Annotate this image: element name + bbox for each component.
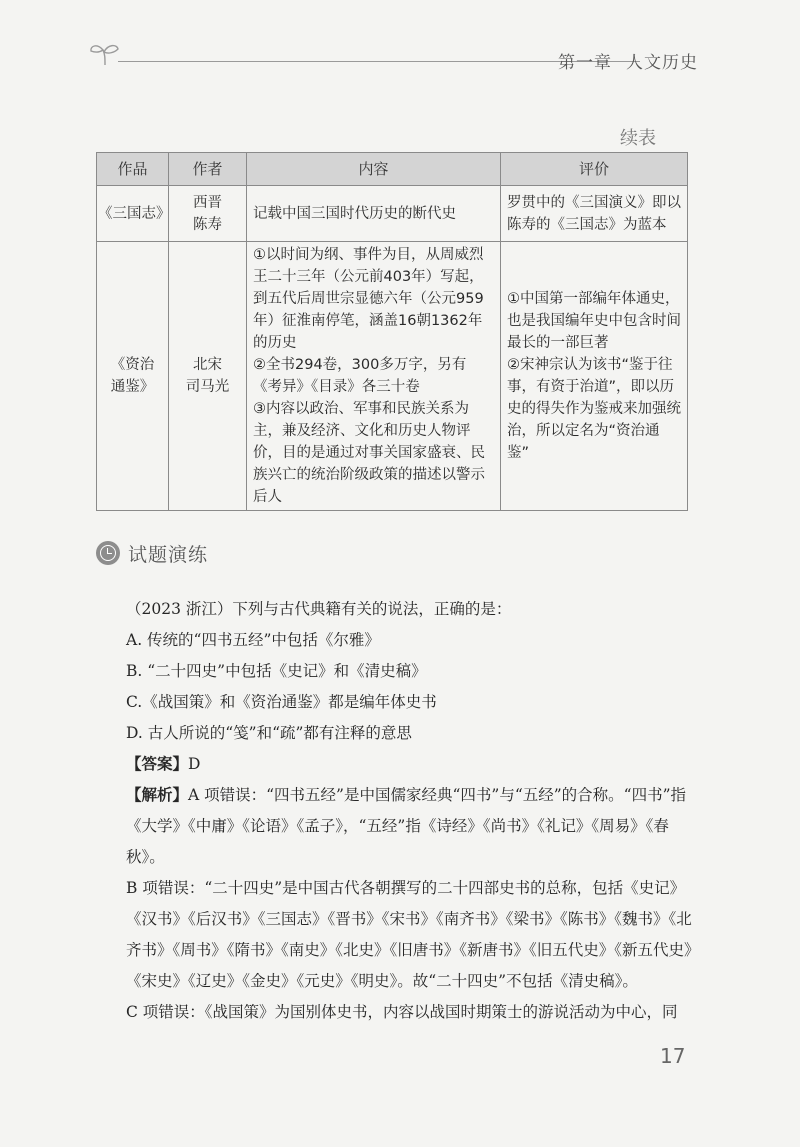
col-header-author: 作者 xyxy=(169,153,247,186)
col-header-content: 内容 xyxy=(247,153,501,186)
chapter-number: 第一章 xyxy=(558,53,612,73)
analysis-a: A 项错误：“四书五经”是中国儒家经典“四书”与“五经”的合称。“四书”指《大学》《中庸》《论语》《孟子》，“五经”指《诗经》《尚书》《礼记》《周易》《春秋》。 xyxy=(126,786,687,866)
clock-icon xyxy=(96,541,120,565)
option-a: A. 传统的“四书五经”中包括《尔雅》 xyxy=(126,631,380,649)
cell-author: 北宋 司马光 xyxy=(169,242,247,511)
option-c: C.《战国策》和《资治通鉴》都是编年体史书 xyxy=(126,693,437,711)
cell-evaluation: 罗贯中的《三国演义》即以陈寿的《三国志》为蓝本 xyxy=(501,186,688,242)
cell-author: 西晋 陈寿 xyxy=(169,186,247,242)
classics-table xyxy=(96,152,688,511)
table-row xyxy=(97,242,688,511)
question-block xyxy=(96,594,696,1028)
page-number: 17 xyxy=(660,1044,686,1068)
sprout-icon xyxy=(88,40,122,66)
chapter-heading xyxy=(544,48,698,73)
analysis-paragraph xyxy=(96,780,696,873)
analysis-b: B 项错误：“二十四史”是中国古代各朝撰写的二十四部史书的总称，包括《史记》《汉书》《后汉书》《三国志》《晋书》《宋书》《南齐书》《梁书》《陈书》《魏书》《北齐书》《周书》《隋书》《南史》《北史》《旧唐书》《新唐书》《旧五代史》《新五代史》《宋史》《辽史》《金史》《元史》《明史》。故“二十四史”不包括《清史稿》。 xyxy=(126,879,692,990)
table-row xyxy=(97,186,688,242)
cell-content: ①以时间为纲、事件为目，从周威烈王二十三年（公元前403年）写起，到五代后周世宗显德六年（公元959年）征淮南停笔，涵盖16朝1362年的历史 ②全书294卷，300多万字，另有《考异》《目录》各三十卷 ③内容以政治、军事和民族关系为主，兼及经济、文化和历史人物评价，目的是通过对事关国家盛衰、民族兴亡的统治阶级政策的描述以警示后人 xyxy=(247,242,501,511)
answer-line xyxy=(96,749,696,780)
continued-label: 续表 xyxy=(620,128,656,149)
question-stem: （2023 浙江）下列与古代典籍有关的说法，正确的是： xyxy=(126,600,512,618)
option-b: B. “二十四史”中包括《史记》和《清史稿》 xyxy=(126,662,427,680)
practice-section-heading xyxy=(96,538,208,568)
answer-label: 【答案】 xyxy=(126,755,189,773)
table-header-row xyxy=(97,153,688,186)
chapter-title: 人文历史 xyxy=(626,53,698,73)
analysis-label: 【解析】 xyxy=(126,786,189,804)
cell-evaluation: ①中国第一部编年体通史，也是我国编年史中包含时间最长的一部巨著 ②宋神宗认为该书“鉴于往事，有资于治道”，即以历史的得失作为鉴戒来加强统治，所以定名为“资治通鉴” xyxy=(501,242,688,511)
col-header-evaluation: 评价 xyxy=(501,153,688,186)
section-title: 试题演练 xyxy=(128,543,209,566)
answer-value: D xyxy=(188,755,201,773)
cell-content: 记载中国三国时代历史的断代史 xyxy=(247,186,501,242)
cell-work: 《三国志》 xyxy=(97,186,169,242)
col-header-work: 作品 xyxy=(97,153,169,186)
page-header xyxy=(88,40,698,80)
option-d: D. 古人所说的“笺”和“疏”都有注释的意思 xyxy=(126,724,412,742)
analysis-c: C 项错误：《战国策》为国别体史书，内容以战国时期策士的游说活动为中心，同 xyxy=(126,1003,678,1021)
cell-work: 《资治 通鉴》 xyxy=(97,242,169,511)
